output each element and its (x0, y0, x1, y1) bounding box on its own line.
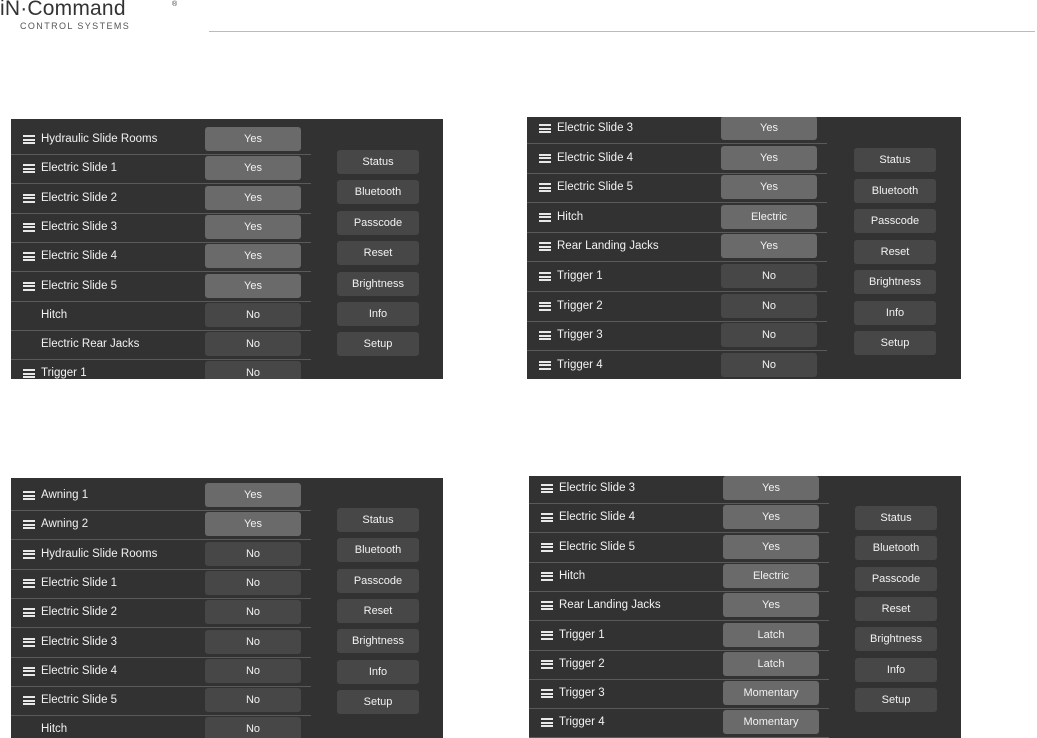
bluetooth-button[interactable]: Bluetooth (337, 180, 419, 204)
drag-handle-icon[interactable] (539, 361, 551, 370)
settings-row[interactable] (11, 184, 311, 214)
value-toggle-button[interactable]: No (205, 688, 301, 712)
reset-button[interactable]: Reset (854, 240, 936, 264)
row-label: Hitch (557, 210, 584, 223)
setup-button[interactable]: Setup (854, 331, 936, 355)
row-label: Trigger 3 (557, 329, 603, 342)
value-toggle-button[interactable]: No (205, 332, 301, 356)
status-button[interactable]: Status (337, 508, 419, 532)
drag-handle-icon[interactable] (23, 491, 35, 500)
row-label: Electric Rear Jacks (41, 338, 140, 351)
settings-row[interactable] (11, 301, 311, 331)
value-toggle-button[interactable]: Yes (723, 505, 819, 529)
drag-handle-icon[interactable] (23, 696, 35, 705)
settings-panel-4 (529, 476, 961, 738)
drag-handle-icon[interactable] (541, 631, 553, 640)
settings-row[interactable] (529, 562, 829, 592)
settings-row[interactable] (527, 203, 827, 233)
drag-handle-icon[interactable] (539, 272, 551, 281)
passcode-button[interactable]: Passcode (337, 211, 419, 235)
drag-handle-icon[interactable] (539, 183, 551, 192)
drag-handle-icon[interactable] (541, 513, 553, 522)
settings-row[interactable] (11, 510, 311, 540)
value-toggle-button[interactable]: Yes (205, 512, 301, 536)
drag-handle-icon[interactable] (541, 543, 553, 552)
drag-handle-icon[interactable] (541, 718, 553, 727)
settings-row[interactable] (11, 154, 311, 184)
drag-handle-icon[interactable] (539, 124, 551, 133)
brand-name: iN·Command (0, 0, 126, 20)
value-toggle-button[interactable]: Yes (205, 244, 301, 268)
row-label: Trigger 2 (557, 299, 603, 312)
value-toggle-button[interactable]: Yes (205, 156, 301, 180)
row-label: Trigger 1 (559, 628, 605, 641)
value-toggle-button[interactable]: Yes (721, 117, 817, 140)
drag-handle-icon[interactable] (541, 484, 553, 493)
settings-row[interactable] (527, 292, 827, 322)
settings-panel-2 (527, 117, 961, 379)
row-label: Hitch (559, 569, 586, 582)
value-toggle-button[interactable]: Yes (205, 186, 301, 210)
reset-button[interactable]: Reset (855, 597, 937, 621)
settings-row[interactable] (11, 540, 311, 570)
settings-row[interactable] (11, 213, 311, 243)
row-label: Electric Slide 2 (41, 191, 118, 204)
row-label: Hitch (41, 723, 68, 736)
row-label: Electric Slide 4 (557, 151, 634, 164)
settings-panel-3 (11, 478, 443, 738)
value-toggle-button[interactable]: Momentary (723, 710, 819, 734)
value-toggle-button[interactable]: Yes (723, 476, 819, 500)
info-button[interactable]: Info (337, 302, 419, 326)
reset-button[interactable]: Reset (337, 241, 419, 265)
row-label: Trigger 4 (559, 716, 605, 729)
value-toggle-button[interactable]: No (721, 294, 817, 318)
row-label: Electric Slide 3 (559, 482, 636, 494)
settings-row[interactable] (527, 144, 827, 174)
value-toggle-button[interactable]: No (205, 630, 301, 654)
settings-row[interactable] (11, 569, 311, 599)
value-toggle-button[interactable]: No (721, 323, 817, 347)
value-toggle-button[interactable]: Yes (205, 215, 301, 239)
passcode-button[interactable]: Passcode (855, 567, 937, 591)
settings-row[interactable] (11, 359, 311, 379)
value-toggle-button[interactable]: Yes (721, 146, 817, 170)
bluetooth-button[interactable]: Bluetooth (855, 536, 937, 560)
value-toggle-button[interactable]: No (721, 353, 817, 377)
bluetooth-button[interactable]: Bluetooth (337, 538, 419, 562)
info-button[interactable]: Info (337, 660, 419, 684)
drag-handle-icon[interactable] (541, 660, 553, 669)
settings-row[interactable] (527, 262, 827, 292)
reset-button[interactable]: Reset (337, 599, 419, 623)
row-label: Trigger 2 (559, 657, 605, 670)
settings-row[interactable] (11, 628, 311, 658)
settings-row[interactable] (11, 481, 311, 511)
registered-mark: ® (172, 1, 178, 8)
value-toggle-button[interactable]: Latch (723, 652, 819, 676)
drag-handle-icon[interactable] (23, 520, 35, 529)
settings-row[interactable] (529, 650, 829, 680)
value-toggle-button[interactable]: No (205, 717, 301, 738)
value-toggle-button[interactable]: No (205, 600, 301, 624)
header-divider (209, 31, 1035, 32)
value-toggle-button[interactable]: Yes (721, 234, 817, 258)
row-label: Rear Landing Jacks (559, 599, 661, 612)
drag-handle-icon[interactable] (23, 638, 35, 647)
brand-tagline: CONTROL SYSTEMS (20, 21, 131, 31)
drag-handle-icon[interactable] (539, 331, 551, 340)
settings-row[interactable] (527, 351, 827, 379)
value-toggle-button[interactable]: No (205, 303, 301, 327)
value-toggle-button[interactable]: Yes (205, 274, 301, 298)
row-label: Electric Slide 1 (41, 576, 118, 589)
row-label: Awning 1 (41, 489, 89, 501)
bluetooth-button[interactable]: Bluetooth (854, 179, 936, 203)
status-button[interactable]: Status (855, 506, 937, 530)
passcode-button[interactable]: Passcode (337, 569, 419, 593)
value-toggle-button[interactable]: No (205, 571, 301, 595)
drag-handle-icon[interactable] (23, 667, 35, 676)
row-label: Trigger 1 (557, 270, 603, 282)
settings-row[interactable] (527, 117, 827, 144)
brightness-button[interactable]: Brightness (337, 629, 419, 653)
drag-handle-icon[interactable] (23, 164, 35, 173)
drag-handle-icon[interactable] (541, 572, 553, 581)
value-toggle-button[interactable]: Electric (721, 205, 817, 229)
row-label: Electric Slide 4 (559, 511, 636, 524)
passcode-button[interactable]: Passcode (854, 209, 936, 233)
settings-row[interactable] (11, 330, 311, 360)
brightness-button[interactable]: Brightness (337, 272, 419, 296)
info-button[interactable]: Info (855, 658, 937, 682)
row-label: Rear Landing Jacks (557, 240, 659, 253)
brightness-button[interactable]: Brightness (855, 627, 937, 651)
drag-handle-icon[interactable] (539, 302, 551, 311)
row-label: Awning 2 (41, 518, 89, 531)
value-toggle-button[interactable]: No (721, 264, 817, 288)
drag-handle-icon[interactable] (23, 550, 35, 559)
row-label: Electric Slide 3 (557, 122, 634, 134)
setup-button[interactable]: Setup (855, 688, 937, 712)
drag-handle-icon[interactable] (23, 252, 35, 261)
settings-row[interactable] (527, 173, 827, 203)
settings-row[interactable] (529, 591, 829, 621)
drag-handle-icon[interactable] (539, 213, 551, 222)
settings-row[interactable] (529, 679, 829, 709)
value-toggle-button[interactable]: No (205, 659, 301, 683)
settings-row[interactable] (529, 708, 829, 738)
value-toggle-button[interactable]: Yes (205, 483, 301, 507)
settings-row[interactable] (11, 125, 311, 155)
value-toggle-button[interactable]: Latch (723, 623, 819, 647)
row-label: Electric Slide 4 (41, 250, 118, 263)
row-label: Electric Slide 5 (41, 694, 118, 707)
row-label: Trigger 3 (559, 687, 605, 700)
value-toggle-button[interactable]: Yes (205, 127, 301, 151)
drag-handle-icon[interactable] (23, 194, 35, 203)
row-label: Electric Slide 4 (41, 664, 118, 677)
brand-logo (0, 0, 200, 34)
setup-button[interactable]: Setup (337, 690, 419, 714)
row-label: Electric Slide 3 (41, 635, 118, 648)
settings-row[interactable] (11, 715, 311, 738)
settings-row[interactable] (529, 621, 829, 651)
settings-row[interactable] (527, 232, 827, 262)
status-button[interactable]: Status (337, 150, 419, 174)
drag-handle-icon[interactable] (23, 223, 35, 232)
row-label: Hitch (41, 308, 68, 321)
settings-row[interactable] (529, 476, 829, 504)
drag-handle-icon[interactable] (541, 601, 553, 610)
settings-row[interactable] (11, 598, 311, 628)
row-label: Trigger 1 (41, 367, 87, 379)
value-toggle-button[interactable]: No (205, 542, 301, 566)
row-label: Electric Slide 2 (41, 606, 118, 619)
row-label: Trigger 4 (557, 358, 603, 371)
setup-button[interactable]: Setup (337, 332, 419, 356)
drag-handle-icon[interactable] (23, 579, 35, 588)
settings-row[interactable] (529, 503, 829, 533)
drag-handle-icon[interactable] (23, 608, 35, 617)
value-toggle-button[interactable]: No (205, 361, 301, 379)
settings-panel-1 (11, 119, 443, 379)
drag-handle-icon[interactable] (539, 242, 551, 251)
settings-row[interactable] (529, 533, 829, 563)
value-toggle-button[interactable]: Yes (721, 175, 817, 199)
settings-row[interactable] (11, 272, 311, 302)
value-toggle-button[interactable]: Momentary (723, 681, 819, 705)
brightness-button[interactable]: Brightness (854, 270, 936, 294)
row-label: Electric Slide 3 (41, 220, 118, 233)
value-toggle-button[interactable]: Electric (723, 564, 819, 588)
drag-handle-icon[interactable] (541, 689, 553, 698)
status-button[interactable]: Status (854, 148, 936, 172)
drag-handle-icon[interactable] (23, 135, 35, 144)
row-label: Electric Slide 5 (559, 540, 636, 553)
info-button[interactable]: Info (854, 301, 936, 325)
settings-row[interactable] (527, 321, 827, 351)
drag-handle-icon[interactable] (539, 154, 551, 163)
drag-handle-icon[interactable] (23, 369, 35, 378)
row-label: Hydraulic Slide Rooms (41, 547, 158, 560)
settings-row[interactable] (11, 657, 311, 687)
value-toggle-button[interactable]: Yes (723, 535, 819, 559)
settings-row[interactable] (11, 242, 311, 272)
row-label: Electric Slide 5 (41, 279, 118, 292)
row-label: Electric Slide 1 (41, 162, 118, 175)
row-label: Hydraulic Slide Rooms (41, 133, 158, 145)
settings-row[interactable] (11, 686, 311, 716)
value-toggle-button[interactable]: Yes (723, 593, 819, 617)
row-label: Electric Slide 5 (557, 181, 634, 194)
drag-handle-icon[interactable] (23, 282, 35, 291)
